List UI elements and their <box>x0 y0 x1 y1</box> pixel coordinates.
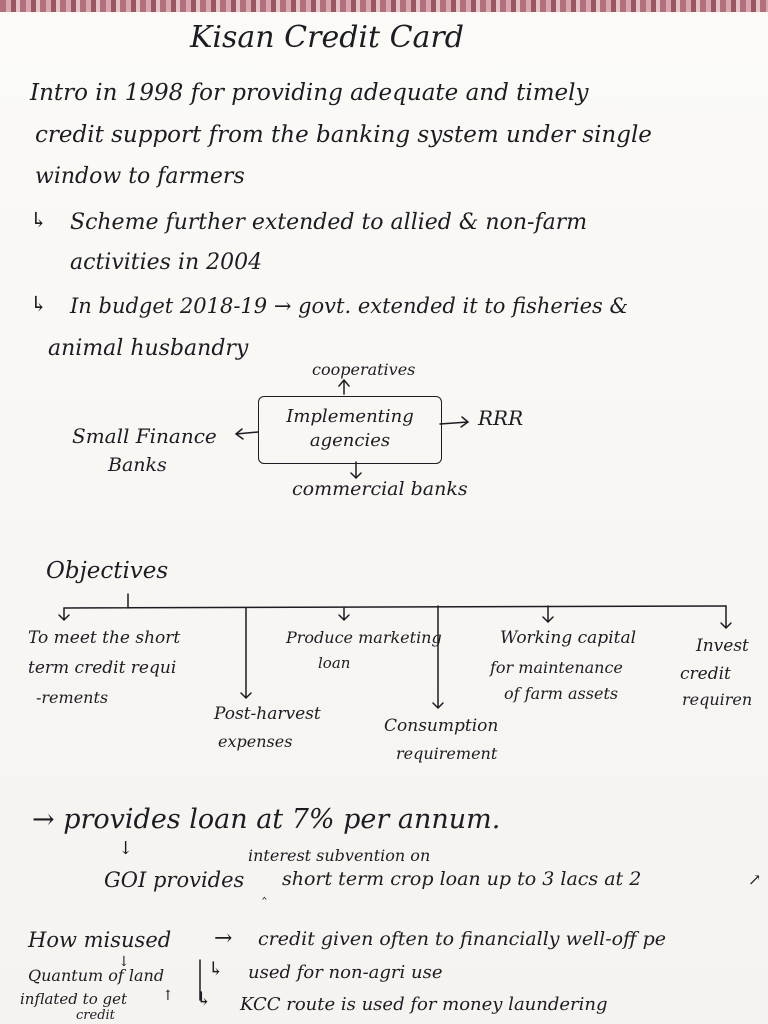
objective-2-line1: Post-harvest <box>214 704 321 724</box>
loan-rest: short term crop loan up to 3 lacs at 2 <box>282 868 642 890</box>
agency-center-label: Implementing agencies <box>286 406 414 451</box>
objective-6-line1: Invest <box>696 636 749 656</box>
objective-3-line2: loan <box>318 654 351 672</box>
loan-main-line: → provides loan at 7% per annum. <box>32 804 501 835</box>
objective-4-line2: requirement <box>396 744 498 763</box>
misuse-side-line2: inflated to get <box>20 990 128 1008</box>
agency-cooperatives: cooperatives <box>312 360 416 379</box>
bullet-hook-icon: ↳ <box>208 958 224 980</box>
extension-line-1: Scheme further extended to allied & non-farm <box>70 210 588 235</box>
agency-commercial-banks: commercial banks <box>292 478 468 500</box>
intro-line-1: Intro in 1998 for providing adequate and timely <box>30 80 589 106</box>
objective-3-line1: Produce marketing <box>286 628 442 647</box>
misuse-arrow-icon: → <box>214 926 233 951</box>
loan-caret-icon: ‸ <box>262 884 267 900</box>
objective-5-line2: for maintenance <box>490 658 623 677</box>
objective-2-line2: expenses <box>218 732 293 751</box>
bullet-hook-icon: ↳ <box>30 292 48 316</box>
misuse-label: How misused <box>28 928 172 952</box>
objective-5-line1: Working capital <box>500 628 637 648</box>
loan-down-arrow-icon: ↓ <box>118 838 134 859</box>
budget-line-2: animal husbandry <box>48 336 249 361</box>
agency-small-finance-line2: Banks <box>108 454 167 476</box>
misuse-side-up-arrow-icon: ↑ <box>162 988 174 1004</box>
objective-1-line3: -rements <box>36 688 109 707</box>
misuse-point-2: used for non-agri use <box>248 962 443 983</box>
objective-4-line1: Consumption <box>384 716 499 736</box>
misuse-point-3: KCC route is used for money laundering <box>240 994 608 1015</box>
loan-goi: GOI provides <box>104 868 245 892</box>
objectives-heading: Objectives <box>46 558 169 584</box>
misuse-point-1: credit given often to financially well-off pe <box>258 928 666 950</box>
misuse-side-line3: credit <box>76 1008 115 1023</box>
agency-rrr: RRR <box>478 406 524 430</box>
bullet-hook-icon: ↳ <box>196 988 212 1010</box>
bullet-hook-icon: ↳ <box>30 208 48 232</box>
objective-1-line1: To meet the short <box>28 628 181 648</box>
objective-1-line2: term credit requi <box>28 658 177 678</box>
misuse-down-arrow-icon: ↓ <box>118 954 130 970</box>
objective-6-line3: requiren <box>682 690 753 709</box>
loan-annotation: interest subvention on <box>248 846 431 865</box>
loan-note-arrow-icon: ↗ <box>748 870 762 889</box>
page-title: Kisan Credit Card <box>190 20 464 55</box>
intro-line-3: window to farmers <box>35 164 245 189</box>
extension-line-2: activities in 2004 <box>70 250 263 275</box>
intro-line-2: credit support from the banking system under single <box>35 122 652 148</box>
misuse-side-line1: Quantum of land <box>28 966 165 985</box>
objective-5-line3: of farm assets <box>504 684 619 703</box>
budget-line-1: In budget 2018-19 → govt. extended it to fisheries & <box>70 294 629 318</box>
objective-6-line2: credit <box>680 664 731 684</box>
agency-small-finance-line1: Small Finance <box>72 424 217 448</box>
